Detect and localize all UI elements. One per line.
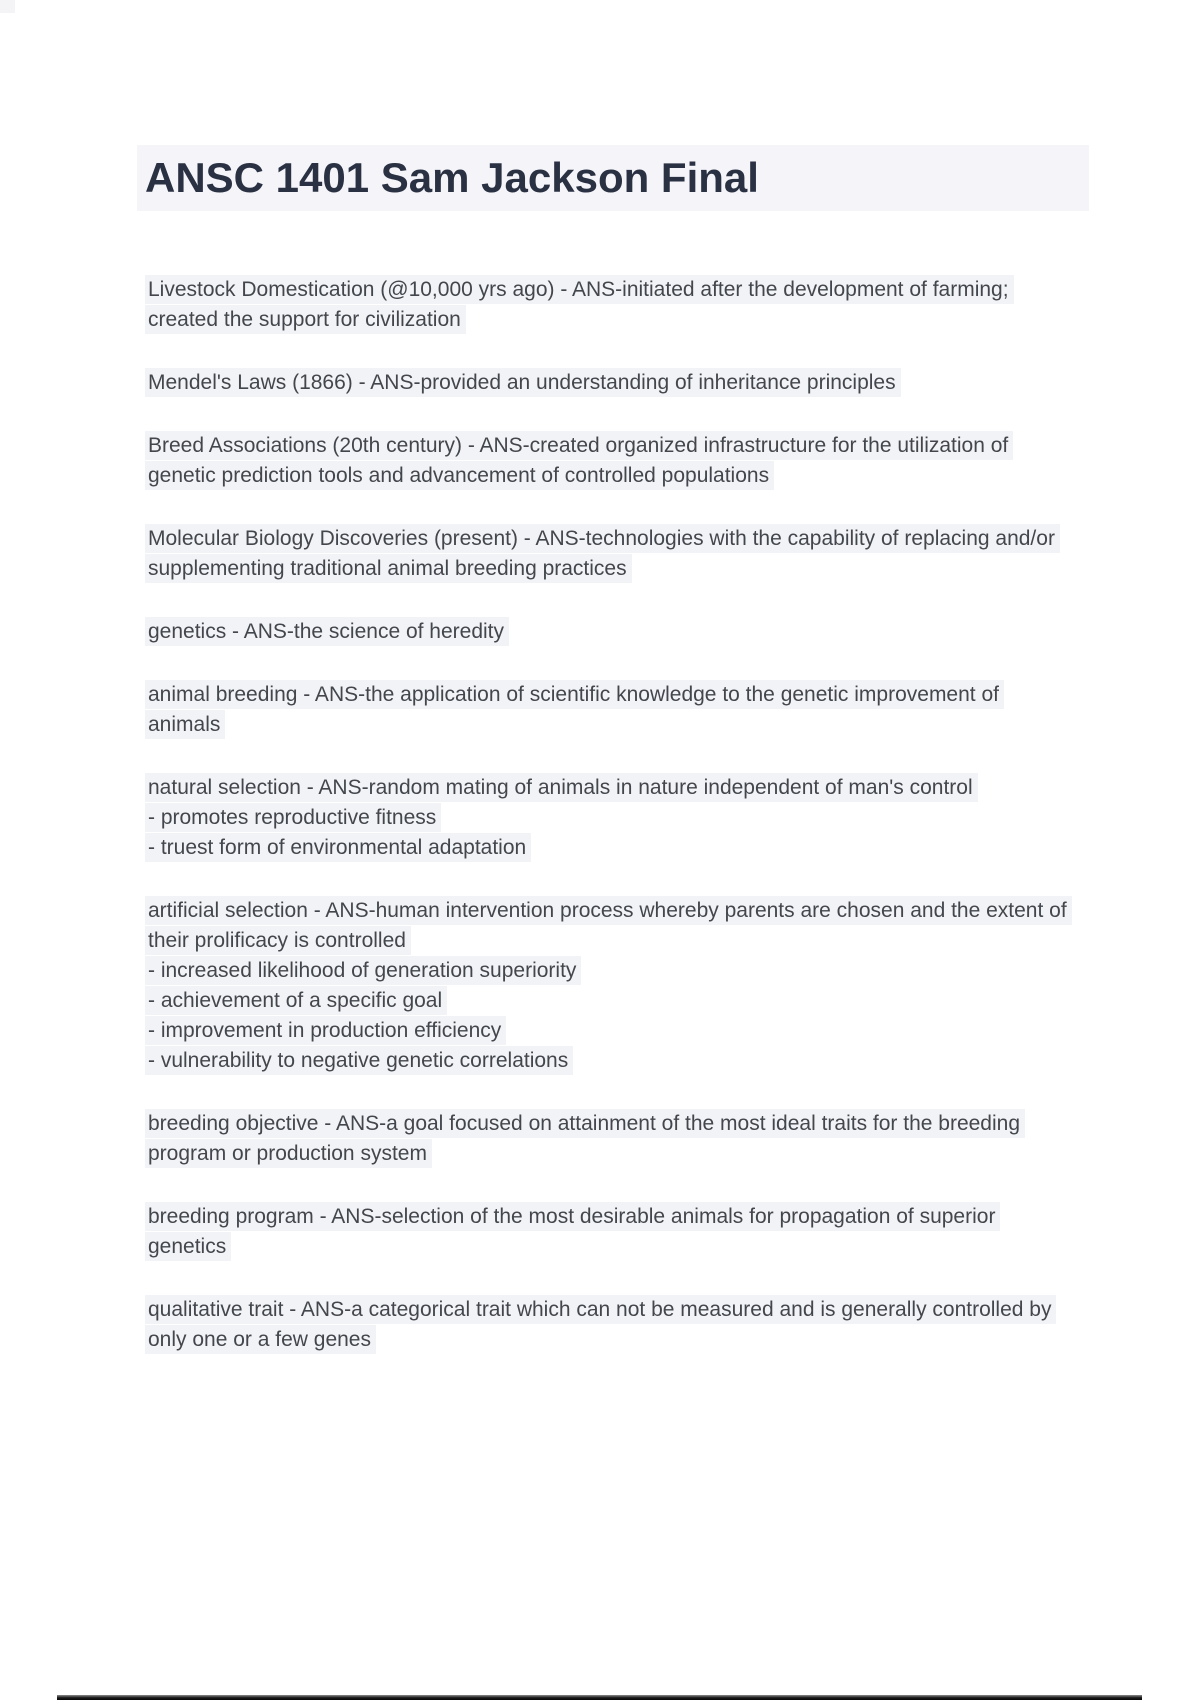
highlighted-text: breeding objective - ANS-a goal focused on attainment of the most ideal traits for the breeding program or production system [145, 1109, 1025, 1168]
highlighted-text: artificial selection - ANS-human intervention process whereby parents are chosen and the extent of their prolificacy is controlled - increased likelihood of generation superiority - achievement of a specific goal - improvement in production efficiency - vulnerability to negative genetic correlations [145, 896, 1072, 1075]
highlighted-text: breeding program - ANS-selection of the most desirable animals for propagation of superior genetics [145, 1202, 1000, 1261]
flashcard-paragraph [145, 617, 1081, 647]
highlighted-text: Mendel's Laws (1866) - ANS-provided an understanding of inheritance principles [145, 368, 901, 397]
flashcard-paragraph [145, 896, 1081, 1076]
page-break-bar [57, 1695, 1142, 1700]
corner-artifact [0, 0, 15, 13]
highlighted-text: natural selection - ANS-random mating of animals in nature independent of man's control - promotes reproductive fitness - truest form of environmental adaptation [145, 773, 978, 862]
flashcard-list [137, 275, 1089, 1355]
flashcard-paragraph [145, 275, 1081, 335]
highlighted-text: Breed Associations (20th century) - ANS-created organized infrastructure for the utilization of genetic prediction tools and advancement of controlled populations [145, 431, 1013, 490]
flashcard-paragraph [145, 524, 1081, 584]
highlighted-text: Molecular Biology Discoveries (present) - ANS-technologies with the capability of replacing and/or supplementing traditional animal breeding practices [145, 524, 1060, 583]
page-title: ANSC 1401 Sam Jackson Final [137, 145, 1089, 211]
flashcard-paragraph [145, 368, 1081, 398]
flashcard-paragraph [145, 680, 1081, 740]
highlighted-text: genetics - ANS-the science of heredity [145, 617, 509, 646]
flashcard-paragraph [145, 773, 1081, 863]
highlighted-text: animal breeding - ANS-the application of scientific knowledge to the genetic improvement of animals [145, 680, 1004, 739]
highlighted-text: qualitative trait - ANS-a categorical trait which can not be measured and is generally controlled by only one or a few genes [145, 1295, 1056, 1354]
flashcard-paragraph [145, 1202, 1081, 1262]
flashcard-paragraph [145, 1295, 1081, 1355]
document-content [137, 145, 1089, 1355]
highlighted-text: Livestock Domestication (@10,000 yrs ago) - ANS-initiated after the development of farming; created the support for civilization [145, 275, 1014, 334]
flashcard-paragraph [145, 1109, 1081, 1169]
flashcard-paragraph [145, 431, 1081, 491]
